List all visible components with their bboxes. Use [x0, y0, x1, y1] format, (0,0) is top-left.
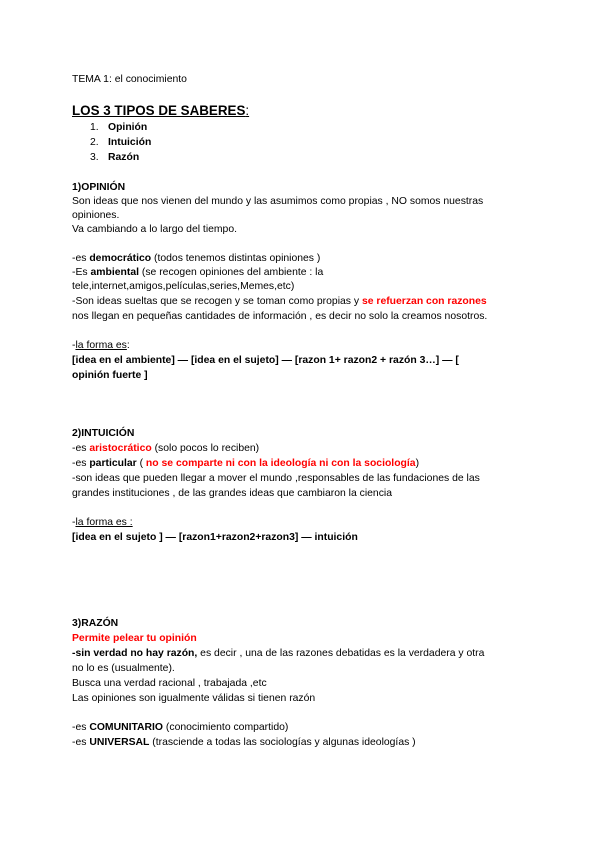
sin-verdad-line [72, 646, 484, 662]
list-item: Opinión [108, 122, 148, 133]
text: ) [415, 458, 420, 469]
text: - [72, 517, 76, 528]
text: -es [72, 737, 90, 748]
highlight-red: no se comparte ni con la ideología ni con la sociología [145, 458, 416, 469]
highlight-red: Permite pelear tu opinión [72, 633, 197, 644]
particular-line [72, 456, 419, 472]
paragraph-line: opiniones. [72, 210, 120, 221]
paragraph-line: Va cambiando a lo largo del tiempo. [72, 224, 238, 235]
universal-line [72, 735, 416, 751]
paragraph-line: Busca una verdad racional , trabajada ,etc [72, 678, 267, 689]
text: (solo pocos lo reciben) [151, 443, 260, 454]
title-colon: : [245, 103, 250, 118]
list-item-number: 3. [90, 152, 99, 163]
forma-formula: [idea en el sujeto ] — [razon1+razon2+razon3] — intuición [72, 532, 358, 543]
text: -Es [72, 267, 91, 278]
text: - [72, 340, 76, 351]
text: (trasciende a todas las sociologías y algunas ideologías ) [149, 737, 416, 748]
paragraph-line: -son ideas que pueden llegar a mover el mundo ,responsables de las fundaciones de las [72, 473, 480, 484]
paragraph-line: nos llegan en pequeñas cantidades de información , es decir no solo la creamos nosotros. [72, 311, 488, 322]
document-header: TEMA 1: el conocimiento [72, 74, 187, 85]
comunitario-line [72, 720, 288, 736]
section-heading-opinion: 1)OPINIÓN [72, 182, 126, 193]
forma-formula: [idea en el ambiente] — [idea en el sujeto] — [razon 1+ razon2 + razón 3…] — [ [72, 355, 459, 366]
paragraph-line: no lo es (usualmente). [72, 663, 175, 674]
list-item: Razón [108, 152, 140, 163]
section-heading-intuicion: 2)INTUICIÓN [72, 428, 135, 439]
text: -es [72, 253, 90, 264]
list-item: Intuición [108, 137, 152, 148]
aristocratico-line [72, 441, 259, 457]
paragraph-line: grandes instituciones , de las grandes ideas que cambiaron la ciencia [72, 488, 392, 499]
title-text: LOS 3 TIPOS DE SABERES [72, 103, 246, 118]
underlined-text: la forma es : [75, 517, 133, 528]
forma-label [72, 515, 133, 531]
section-heading-razon: 3)RAZÓN [72, 618, 119, 629]
text: -es [72, 722, 90, 733]
underlined-text: la forma es [75, 340, 127, 351]
sueltas-line [72, 294, 487, 310]
bold-term: COMUNITARIO [89, 722, 164, 733]
text: es decir , una de las razones debatidas es la verdadera y otra [197, 648, 485, 659]
text: : [126, 340, 130, 351]
forma-label [72, 338, 130, 354]
bold-term: particular [89, 458, 137, 469]
highlight-red: se refuerzan con razones [361, 296, 487, 307]
bold-term: ambiental [90, 267, 139, 278]
paragraph-line: Son ideas que nos vienen del mundo y las asumimos como propias , NO somos nuestras [72, 196, 484, 207]
bold-term: UNIVERSAL [89, 737, 150, 748]
highlight-red: aristocrático [89, 443, 152, 454]
page-title [72, 102, 249, 120]
text: (se recogen opiniones del ambiente : la [139, 267, 324, 278]
text: (conocimiento compartido) [163, 722, 289, 733]
list-item-number: 2. [90, 137, 99, 148]
text: -Son ideas sueltas que se recogen y se toman como propias y [72, 296, 362, 307]
paragraph-line: tele,internet,amigos,películas,series,Memes,etc) [72, 281, 295, 292]
text: -es [72, 458, 90, 469]
text: -es [72, 443, 90, 454]
bold-term: democrático [89, 253, 152, 264]
list-item-number: 1. [90, 122, 99, 133]
forma-formula: opinión fuerte ] [72, 370, 148, 381]
bold-term: -sin verdad no hay razón, [72, 648, 198, 659]
paragraph-line: Las opiniones son igualmente válidas si tienen razón [72, 693, 316, 704]
text: ( [136, 458, 146, 469]
text: (todos tenemos distintas opiniones ) [151, 253, 321, 264]
